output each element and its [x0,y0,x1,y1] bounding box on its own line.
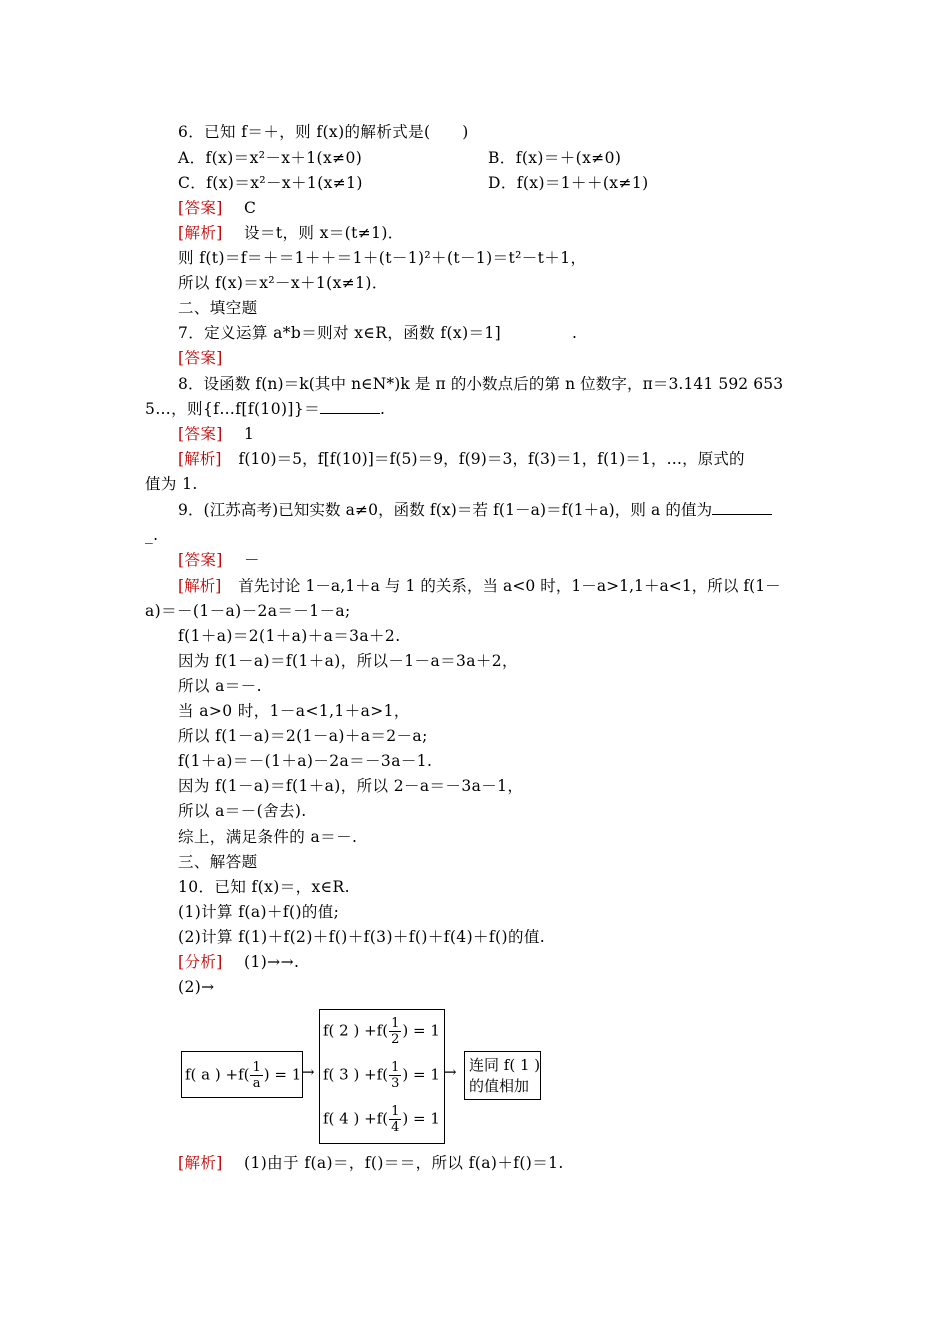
fraction-denominator: a [252,1076,261,1091]
text-line: 所以 f(x)＝x²－x＋1(x≠1)． [178,274,388,292]
question-8: 8．设函数 f(n)＝k(其中 n∈N*)k 是 π 的小数点后的第 n 位数字，π＝3.141 592 653 [178,375,784,393]
fraction-denominator: 4 [391,1120,400,1135]
section-heading: 二、填空题 [178,299,258,317]
text-line: 值为 1. [145,475,198,493]
fraction [389,1104,401,1135]
analysis-text: 设＝t，则 x＝(t≠1)． [244,224,404,242]
text-line: f(1＋a)＝－(1＋a)－2a＝－3a－1. [178,752,433,770]
diagram-result-line2: 的值相加 [469,1077,530,1095]
question-8-line2 [145,398,385,420]
answer-tag: [答案] [178,551,223,569]
question-9 [178,499,772,521]
fraction-numerator: 1 [391,1060,400,1075]
analysis-tag: [解析] [178,224,223,242]
diagram-row-formula [323,1104,440,1135]
option-a: A．f(x)＝x²－x＋1(x≠0) [178,149,363,167]
analysis-text: 首先讨论 1－a,1＋a 与 1 的关系，当 a<0 时，1－a>1,1＋a<1，所以 f(1－ [238,577,781,595]
question-8-text: 5…，则{f…f[f(10)]}＝ [145,400,321,418]
text-line: 所以 a＝－. [178,677,262,695]
analysis-line [178,448,745,470]
fraction-numerator: 1 [391,1104,400,1119]
answer-line [178,549,260,571]
diagram-row-formula [323,1016,440,1047]
text-line: 所以 a＝－(舍去). [178,802,307,820]
formula-text: ) = 1 [402,1109,440,1128]
arrow-icon: → [302,1063,315,1081]
answer-line [178,197,256,219]
text-line: 所以 f(1－a)＝2(1－a)＋a＝2－a; [178,727,428,745]
answer-line [178,423,254,445]
question-6: 6．已知 f＝＋，则 f(x)的解析式是( ) [178,123,469,141]
analysis-tag: [解析] [178,577,222,595]
text-line: 综上，满足条件的 a＝－. [178,828,358,846]
answer-value: C [244,199,257,217]
answer-value: 1 [244,425,255,443]
text-line: 因为 f(1－a)＝f(1＋a)，所以－1－a＝3a＋2， [178,652,518,670]
text-line: _. [145,526,159,544]
question-7-dot: . [572,324,578,342]
fraction-numerator: 1 [391,1016,400,1031]
fraction [389,1016,401,1047]
analysis-tag: [分析] [178,953,223,971]
option-c: C．f(x)＝x²－x＋1(x≠1) [178,174,363,192]
option-b: B．f(x)＝＋(x≠0) [488,149,622,167]
fraction [250,1060,262,1091]
answer-line [178,347,223,369]
text-line: 当 a>0 时，1－a<1,1＋a>1， [178,702,410,720]
diagram-middle-box [319,1009,445,1144]
text-line: 则 f(t)＝f＝＋＝1＋＋＝1＋(t－1)²＋(t－1)＝t²－t＋1， [178,249,587,267]
formula-text: ) = 1 [263,1065,302,1084]
answer-blank [712,500,772,515]
analysis-text: f(10)＝5，f[f(10)]＝f(5)＝9，f(9)＝3，f(3)＝1，f(1)＝1，…，原式的 [238,450,745,468]
option-d: D．f(x)＝1＋＋(x≠1) [488,174,649,192]
question-10-part1: (1)计算 f(a)＋f()的值; [178,903,340,921]
diagram-result-box [464,1051,541,1100]
fraction-numerator: 1 [252,1060,261,1075]
fraction [389,1060,401,1091]
question-9-text: 9．(江苏高考)已知实数 a≠0，函数 f(x)＝若 f(1－a)＝f(1＋a)，则 a 的值为 [178,501,713,519]
question-7-text: 7．定义运算 a*b＝则对 x∈R，函数 f(x)＝1] [178,324,502,342]
analysis-text: (1)→→. [244,953,300,971]
answer-value: － [244,551,260,569]
formula-text: f( 4 ) +f( [323,1109,389,1128]
text-line: a)＝－(1－a)－2a＝－1－a; [145,602,351,620]
question-7 [178,322,578,344]
text-line: f(1＋a)＝2(1＋a)＋a＝3a＋2. [178,627,401,645]
formula-text: f( 2 ) +f( [323,1021,389,1040]
analysis-line [178,575,781,597]
formula-text: f( a ) +f( [185,1065,250,1084]
text-line: (2)→ [178,978,215,996]
text-line: 因为 f(1－a)＝f(1＋a)，所以 2－a＝－3a－1， [178,777,524,795]
analysis-text: (1)由于 f(a)＝，f()＝＝，所以 f(a)＋f()＝1. [244,1154,564,1172]
question-8-dot: . [380,400,386,418]
formula-text: ) = 1 [402,1021,440,1040]
question-10: 10．已知 f(x)＝，x∈R. [178,878,350,896]
diagram-left-formula [185,1060,301,1091]
diagram-left-box [181,1051,303,1098]
diagram-row-formula [323,1060,440,1091]
arrow-icon: → [444,1063,457,1081]
answer-blank [320,399,380,414]
analysis-line [178,222,404,244]
formula-text: ) = 1 [402,1065,440,1084]
diagram-result-line1: 连同 f( 1 ) [469,1056,541,1074]
answer-tag: [答案] [178,425,223,443]
analysis-tag: [解析] [178,450,222,468]
analysis-line [178,1152,564,1174]
fraction-denominator: 2 [391,1032,400,1047]
formula-text: f( 3 ) +f( [323,1065,389,1084]
analysis-line [178,951,299,973]
answer-tag: [答案] [178,349,223,367]
analysis-tag: [解析] [178,1154,223,1172]
answer-tag: [答案] [178,199,223,217]
question-10-part2: (2)计算 f(1)＋f(2)＋f()＋f(3)＋f()＋f(4)＋f()的值. [178,928,546,946]
section-heading: 三、解答题 [178,853,258,871]
fraction-denominator: 3 [391,1076,400,1091]
